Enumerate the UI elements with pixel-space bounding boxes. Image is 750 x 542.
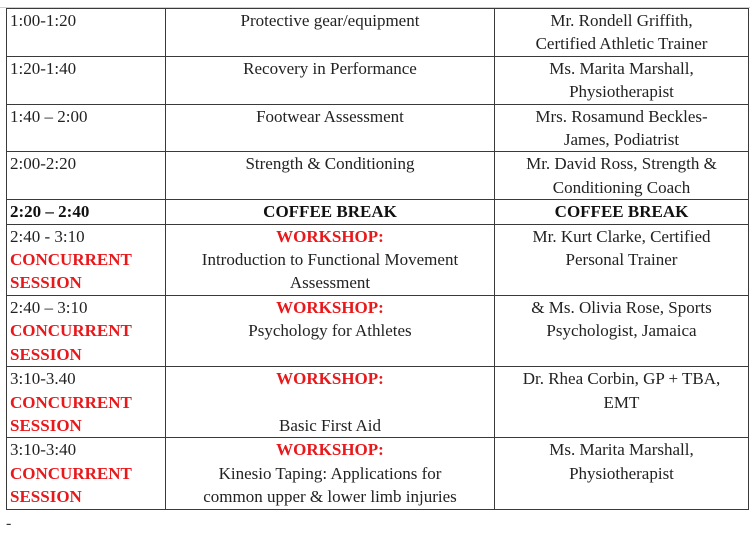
topic-text: Footwear Assessment — [256, 106, 404, 126]
break-label: COFFEE BREAK — [263, 202, 397, 222]
topic-cell — [166, 295, 495, 366]
speaker-cell — [495, 9, 749, 57]
speaker-text: Ms. Marita Marshall, — [549, 440, 694, 460]
topic-text: Introduction to Functional Movement — [201, 250, 459, 270]
topic-text: Recovery in Performance — [243, 58, 417, 78]
time-cell — [7, 367, 166, 438]
topic-cell — [166, 9, 495, 57]
topic-text: Kinesio Taping: Applications for — [218, 463, 442, 483]
time-cell — [7, 200, 166, 224]
topic-text: Assessment — [289, 273, 371, 293]
topic-cell — [166, 104, 495, 152]
speaker-cell — [495, 200, 749, 224]
workshop-label: WORKSHOP: — [276, 226, 384, 246]
table-row — [7, 438, 749, 509]
session-label: SESSION — [10, 344, 82, 364]
topic-text: Basic First Aid — [278, 415, 381, 435]
speaker-cell — [495, 56, 749, 104]
speaker-cell — [495, 224, 749, 295]
workshop-label: WORKSHOP: — [276, 440, 384, 460]
session-label: CONCURRENT — [10, 392, 132, 412]
session-label: CONCURRENT — [10, 321, 132, 341]
speaker-cell — [495, 295, 749, 366]
speaker-text: Physiotherapist — [569, 82, 674, 102]
schedule-table — [6, 8, 749, 510]
speaker-text: Conditioning Coach — [552, 177, 691, 197]
time-cell — [7, 295, 166, 366]
time-text: 2:40 - 3:10 — [10, 226, 85, 246]
topic-cell — [166, 152, 495, 200]
speaker-text: Mrs. Rosamund Beckles- — [535, 106, 708, 126]
workshop-label: WORKSHOP: — [276, 297, 384, 317]
time-cell — [7, 104, 166, 152]
session-label: CONCURRENT — [10, 250, 132, 270]
workshop-label: WORKSHOP: — [276, 369, 384, 389]
speaker-text: James, Podiatrist — [563, 130, 680, 150]
speaker-cell — [495, 104, 749, 152]
time-cell — [7, 152, 166, 200]
speaker-text: Certified Athletic Trainer — [535, 34, 708, 54]
speaker-text: Mr. Kurt Clarke, Certified — [532, 226, 711, 246]
break-label: COFFEE BREAK — [554, 202, 689, 222]
topic-cell — [166, 200, 495, 224]
table-row — [7, 56, 749, 104]
topic-cell — [166, 224, 495, 295]
speaker-text: Personal Trainer — [565, 250, 678, 270]
speaker-text: Psychologist, Jamaica — [546, 321, 697, 341]
table-row — [7, 295, 749, 366]
time-cell — [7, 56, 166, 104]
time-text: 1:40 – 2:00 — [10, 106, 88, 126]
topic-text: Psychology for Athletes — [248, 321, 412, 341]
blank-line — [169, 391, 491, 414]
speaker-text: & Ms. Olivia Rose, Sports — [531, 297, 712, 317]
speaker-text: Dr. Rhea Corbin, GP + TBA, — [522, 369, 721, 389]
time-cell — [7, 9, 166, 57]
table-row — [7, 104, 749, 152]
speaker-cell — [495, 438, 749, 509]
time-text: 3:10-3:40 — [10, 440, 77, 460]
speaker-text: Mr. David Ross, Strength & — [526, 154, 717, 174]
topic-cell — [166, 367, 495, 438]
trailing-dash: - — [6, 515, 12, 532]
topic-cell — [166, 56, 495, 104]
topic-text: Strength & Conditioning — [245, 154, 415, 174]
time-text: 3:10-3.40 — [10, 369, 76, 389]
session-label: SESSION — [10, 487, 82, 507]
table-row — [7, 152, 749, 200]
topic-cell — [166, 438, 495, 509]
speaker-cell — [495, 367, 749, 438]
time-text: 2:20 – 2:40 — [10, 202, 90, 222]
time-text: 1:00-1:20 — [10, 11, 77, 30]
speaker-text: Mr. Rondell Griffith, — [550, 11, 693, 30]
table-row — [7, 367, 749, 438]
speaker-text: EMT — [603, 392, 640, 412]
speaker-text: Physiotherapist — [569, 463, 674, 483]
table-row — [7, 9, 749, 57]
time-cell — [7, 224, 166, 295]
time-text: 1:20-1:40 — [10, 58, 77, 78]
session-label: SESSION — [10, 415, 82, 435]
table-row — [7, 224, 749, 295]
time-text: 2:00-2:20 — [10, 154, 77, 174]
speaker-cell — [495, 152, 749, 200]
session-label: SESSION — [10, 273, 82, 293]
table-row — [7, 200, 749, 224]
topic-text: common upper & lower limb injuries — [203, 487, 457, 507]
time-text: 2:40 – 3:10 — [10, 297, 88, 317]
session-label: CONCURRENT — [10, 463, 132, 483]
speaker-text: Ms. Marita Marshall, — [549, 58, 694, 78]
topic-text: Protective gear/equipment — [240, 11, 420, 30]
time-cell — [7, 438, 166, 509]
